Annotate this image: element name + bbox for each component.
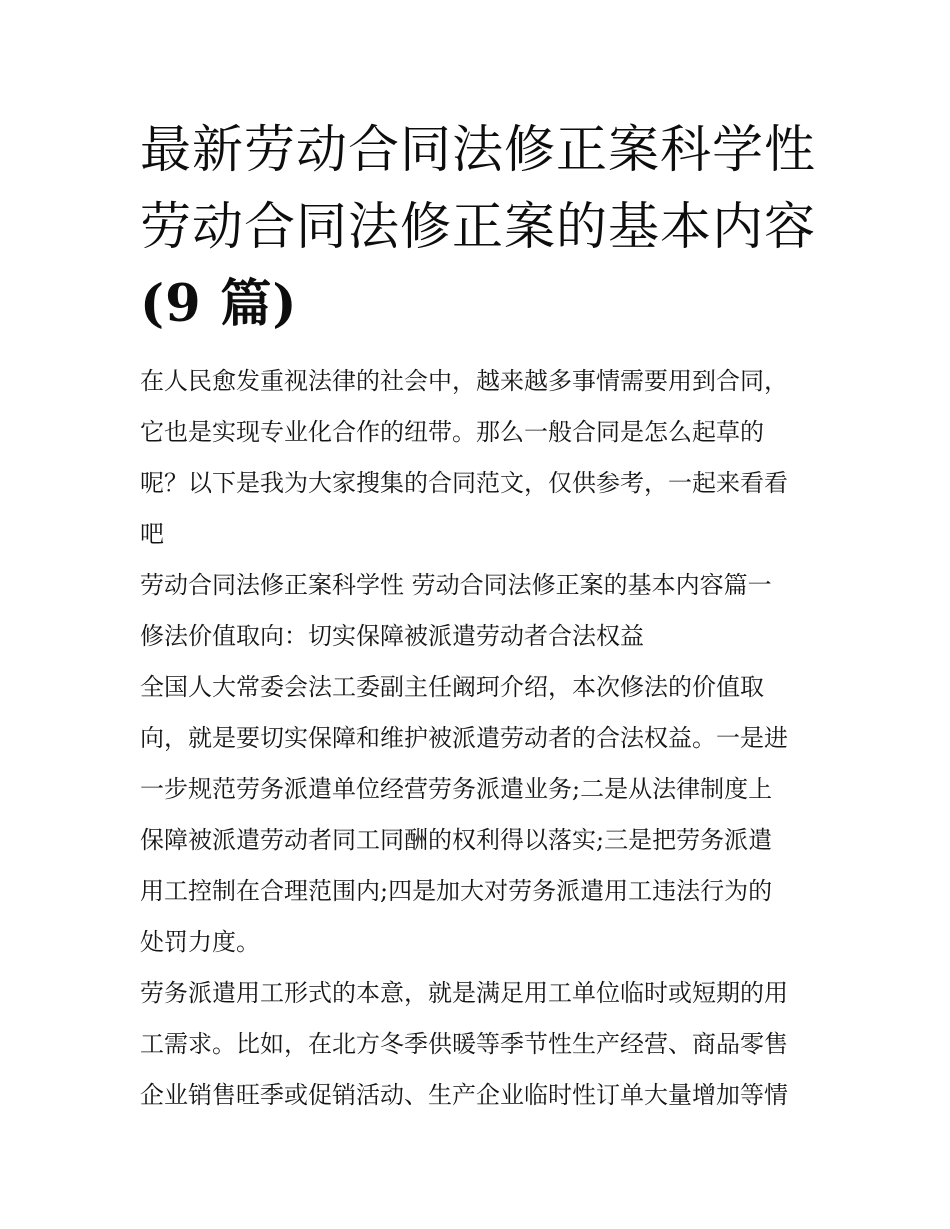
body-paragraph [140, 968, 820, 1121]
text-line: 呢？以下是我为大家搜集的合同范文，仅供参考，一起来看看 [140, 469, 788, 497]
text-line: 用工控制在合理范围内;四是加大对劳务派遣用工违法行为的 [140, 877, 773, 905]
text-line: 劳务派遣用工形式的本意，就是满足用工单位临时或短期的用 [140, 979, 788, 1007]
section-heading [140, 560, 820, 611]
intro-paragraph [140, 356, 820, 560]
text-line: 保障被派遣劳动者同工同酬的权利得以落实;三是把劳务派遣 [140, 826, 773, 854]
text-line: 修法价值取向：切实保障被派遣劳动者合法权益 [140, 622, 644, 650]
text-line: 劳动合同法修正案科学性 劳动合同法修正案的基本内容篇一 [140, 571, 772, 599]
text-line: 在人民愈发重视法律的社会中，越来越多事情需要用到合同， [140, 367, 788, 395]
title-line: 最新劳动合同法修正案科学性 [140, 121, 817, 180]
document-title [140, 112, 830, 343]
text-line: 一步规范劳务派遣单位经营劳务派遣业务;二是从法律制度上 [140, 775, 773, 803]
text-line: 全国人大常委会法工委副主任阚珂介绍，本次修法的价值取 [140, 673, 764, 701]
text-line: 处罚力度。 [140, 928, 260, 956]
text-line: 工需求。比如，在北方冬季供暖等季节性生产经营、商品零售 [140, 1030, 788, 1058]
text-line: 吧 [140, 520, 164, 548]
text-line: 向，就是要切实保障和维护被派遣劳动者的合法权益。一是进 [140, 724, 788, 752]
title-line: (9 篇) [140, 274, 298, 334]
text-line: 它也是实现专业化合作的纽带。那么一般合同是怎么起草的 [140, 418, 764, 446]
subheading-paragraph [140, 611, 820, 662]
title-line: 劳动合同法修正案的基本内容 [140, 198, 817, 257]
text-line: 企业销售旺季或促销活动、生产企业临时性订单大量增加等情 [140, 1081, 788, 1109]
body-paragraph [140, 662, 820, 968]
document-body [140, 356, 820, 1121]
